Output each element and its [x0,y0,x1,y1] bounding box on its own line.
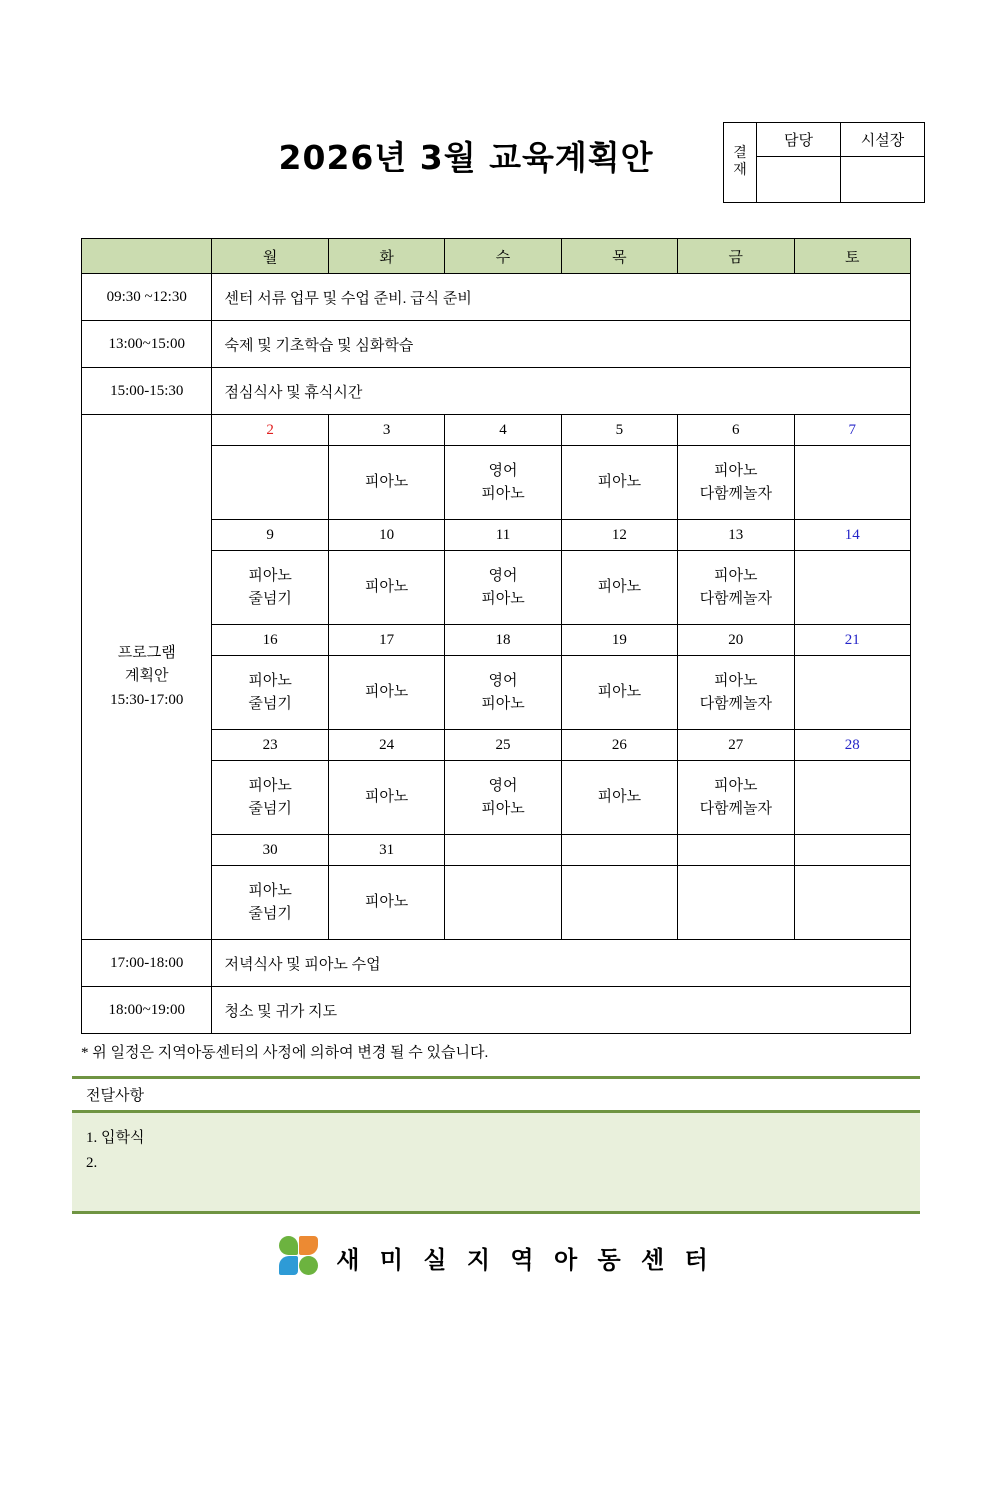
activity-cell [794,551,911,625]
date-cell [328,625,444,656]
activity-cell: 피아노 [561,551,677,625]
schedule-footnote: * 위 일정은 지역아동센터의 사정에 의하여 변경 될 수 있습니다. [81,1045,489,1061]
date-value: 21 [844,631,860,648]
activity-cell [445,866,561,940]
approval-signature-director[interactable] [841,157,925,203]
activity-cell: 피아노 [561,446,677,520]
date-value: 24 [379,736,395,753]
fixed-block-row [82,274,911,321]
activity-cell: 피아노 [561,656,677,730]
approval-label-line-1: 결 [733,146,747,162]
date-value: 11 [495,526,511,543]
date-value: 14 [844,526,860,543]
page-title: 2026년 3월 교육계획안 [278,138,654,177]
activity-cell [794,656,911,730]
document-footer [0,1236,992,1278]
date-value: 27 [728,736,744,753]
program-label-line-1: 프로그램 [117,645,176,662]
day-header-corner [82,239,212,274]
date-cell-saturday [794,730,911,761]
activity-cell: 영어 피아노 [445,761,561,835]
activity-cell: 피아노 줄넘기 [212,866,328,940]
date-value: 4 [499,421,507,438]
date-cell [328,520,444,551]
notice-heading: 전달사항 [72,1076,920,1113]
activity-cell: 영어 피아노 [445,656,561,730]
block-description: 저녁식사 및 피아노 수업 [212,940,911,987]
date-value: 13 [728,526,744,543]
date-cell [678,730,794,761]
date-value: 30 [262,841,278,858]
approval-signature-manager[interactable] [757,157,841,203]
date-cell [212,520,328,551]
day-header-sat: 토 [794,239,911,274]
schedule-table-wrapper [81,238,911,1034]
activity-cell: 피아노 줄넘기 [212,656,328,730]
block-description: 센터 서류 업무 및 수업 준비. 급식 준비 [212,274,911,321]
document-header [0,108,992,228]
activity-cell: 피아노 줄넘기 [212,761,328,835]
date-cell [212,835,328,866]
date-cell [328,835,444,866]
activity-cell: 피아노 [328,446,444,520]
schedule-table [81,238,911,1034]
activity-cell: 영어 피아노 [445,446,561,520]
program-label-cell [82,415,212,940]
date-cell [561,625,677,656]
date-cell [678,520,794,551]
date-cell [678,415,794,446]
approval-label-line-2: 재 [733,162,747,178]
date-cell-saturday [794,415,911,446]
activity-cell: 피아노 다함께놀자 [678,446,794,520]
date-value: 2 [266,421,274,438]
date-value: 3 [382,421,391,438]
date-cell [561,835,677,866]
block-description: 숙제 및 기초학습 및 심화학습 [212,321,911,368]
time-label: 15:00-15:30 [82,368,212,415]
logo-quadrant-top-right [299,1236,318,1255]
date-value: 16 [262,631,278,648]
evening-block-row [82,987,911,1034]
notice-body[interactable] [72,1113,920,1214]
date-cell-saturday [794,835,911,866]
center-logo-icon [278,1236,320,1278]
schedule-body [82,239,911,1034]
activity-cell: 피아노 줄넘기 [212,551,328,625]
date-value: 6 [732,421,740,438]
date-value: 7 [848,421,856,438]
program-label-line-2: 계획안 [124,668,169,685]
notice-box [72,1076,920,1214]
logo-quadrant-bottom-right [299,1256,318,1275]
date-cell [561,730,677,761]
evening-block-row [82,940,911,987]
date-value: 23 [262,736,278,753]
date-cell [561,520,677,551]
date-cell [212,415,328,446]
organization-name: 새 미 실 지 역 아 동 센 터 [336,1245,714,1274]
fixed-block-row [82,321,911,368]
activity-cell [794,761,911,835]
date-value: 25 [495,736,511,753]
activity-cell: 피아노 다함께놀자 [678,551,794,625]
activity-cell [794,446,911,520]
time-label: 13:00~15:00 [82,321,212,368]
date-cell [445,625,561,656]
day-header-thu: 목 [561,239,677,274]
approval-column-director: 시설장 [841,123,925,157]
date-cell [445,730,561,761]
time-label: 09:30 ~12:30 [82,274,212,321]
date-value: 10 [379,526,395,543]
activity-cell: 피아노 다함께놀자 [678,761,794,835]
date-cell-saturday [794,625,911,656]
day-header-fri: 금 [678,239,794,274]
activity-cell: 피아노 [561,761,677,835]
activity-cell: 영어 피아노 [445,551,561,625]
approval-column-manager: 담당 [757,123,841,157]
date-value: 9 [266,526,274,543]
block-description: 점심식사 및 휴식시간 [212,368,911,415]
activity-cell: 피아노 [328,551,444,625]
date-cell [212,730,328,761]
time-label: 18:00~19:00 [82,987,212,1034]
activity-cell: 피아노 다함께놀자 [678,656,794,730]
date-cell [328,730,444,761]
date-value: 5 [615,421,624,438]
time-label: 17:00-18:00 [82,940,212,987]
logo-quadrant-top-left [279,1236,298,1255]
date-cell [445,415,561,446]
activity-cell [794,866,911,940]
activity-cell: 피아노 [328,866,444,940]
date-value: 31 [379,841,395,858]
activity-cell: 피아노 [328,656,444,730]
notice-item: 1. 입학식 [86,1130,145,1146]
date-cell [445,835,561,866]
day-header-mon: 월 [212,239,328,274]
approval-box [723,122,925,203]
date-cell [445,520,561,551]
date-value: 12 [611,526,627,543]
program-label-line-3: 15:30-17:00 [110,691,184,708]
fixed-block-row [82,368,911,415]
block-description: 청소 및 귀가 지도 [212,987,911,1034]
activity-cell: 피아노 [328,761,444,835]
date-cell [328,415,444,446]
date-cell [212,625,328,656]
activity-cell [678,866,794,940]
approval-label [724,123,757,203]
activity-cell [561,866,677,940]
day-header-row [82,239,911,274]
date-cell [678,835,794,866]
date-cell-saturday [794,520,911,551]
day-header-tue: 화 [328,239,444,274]
logo-quadrant-bottom-left [279,1256,298,1275]
calendar-date-row [82,415,911,446]
date-cell [561,415,677,446]
date-value: 19 [611,631,627,648]
activity-cell [212,446,328,520]
date-value: 26 [611,736,627,753]
notice-item: 2. [86,1154,98,1171]
date-value: 28 [844,736,860,753]
date-cell [678,625,794,656]
date-value: 20 [728,631,744,648]
day-header-wed: 수 [445,239,561,274]
date-value: 18 [495,631,511,648]
date-value: 17 [379,631,395,648]
